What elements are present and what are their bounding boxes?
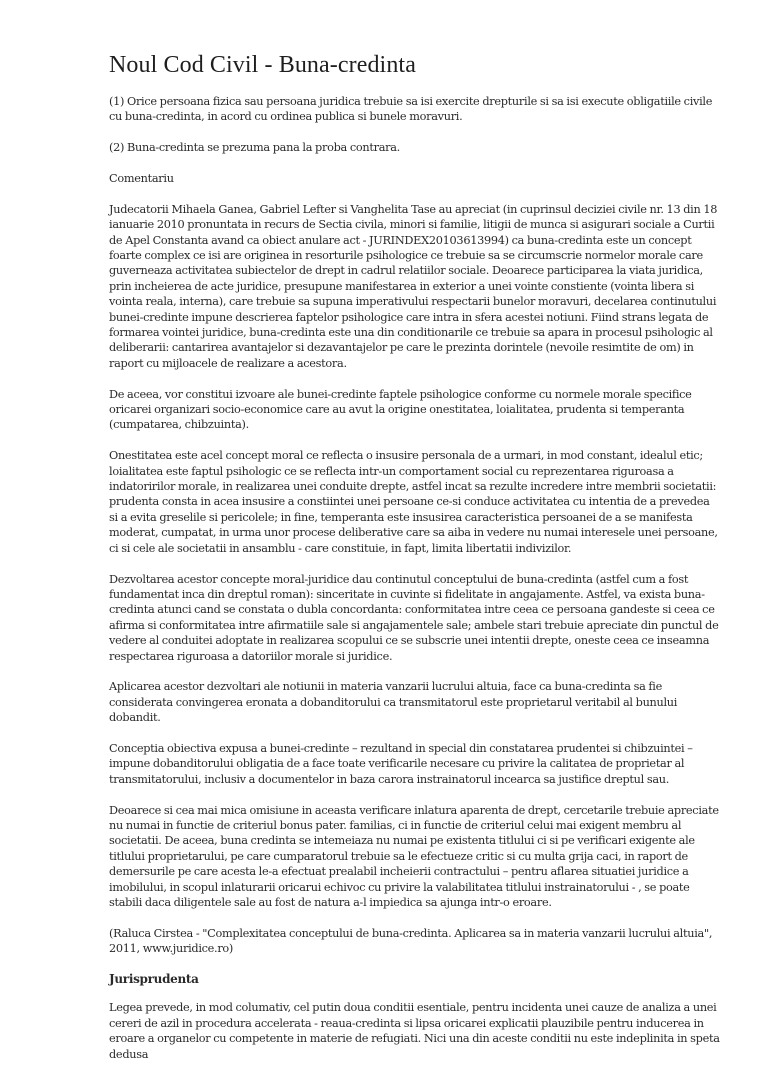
paragraph-court-opinion: Judecatorii Mihaela Ganea, Gabriel Lefter si Vanghelita Tase au apreciat (in cuprinsul deciziei civile nr. 13 din 18 ianuarie 2010 pronuntata in recurs de Sectia civila, minori si familie, litigii de munca si asigurari sociale a Curtii de Apel Constanta avand ca obiect anulare act - JURINDEX20103613994) ca buna-credinta este un concept foarte complex ce isi are originea in resorturile psihologice ce trebuie sa se circumscrie normelor morale care guverneaza activitatea subiectelor de drept in cadrul relatiilor sociale. Deoarece participarea la viata juridica, prin incheierea de acte juridice, presupune manifestarea in exterior a unei vointe constiente (vointa libera si vointa reala, interna), care trebuie sa supuna imperativului respectarii bunelor moravuri, decelarea continutului bunei-credinte impune descrierea faptelor psihologice care intra in sfera acestei notiuni. Fiind strans legata de formarea vointei juridice, buna-credinta este una din conditionarile ce trebuie sa apara in procesul psihologic al deliberarii: cantarirea avantajelor si dezavantajelor pe care le prezinta dorintele (nevoile resimtite de om) in raport cu mijloacele de realizare a acestora.	[109, 202, 718, 370]
paragraph-deoarece: Deoarece si cea mai mica omisiune in aceasta verificare inlatura aparenta de drept, cercetarile trebuie apreciate nu numai in functie de criteriul bonus pater. familias, ci in functie de criteriul celui mai exigent membru al societatii. De aceea, buna credinta se intemeiaza nu numai pe existenta titlului ci si pe verificari exigente ale titlului proprietarului, pe care cumparatorul trebuie sa le efectueze critic si cu multa grija caci, in raport de demersurile pe care acesta le-a efectuat prealabil incheierii contractului – pentru aflarea situatiei juridice a imobilului, in scopul inlaturarii oricarui echivoc cu privire la valabilitatea titlului instrainatorului - , se poate stabili daca diligentele sale au fost de natura a-l impiedica sa ajunga intr-o eroare.	[109, 803, 719, 909]
paragraph-jurisprudenta: Legea prevede, in mod columativ, cel putin doua conditii esentiale, pentru incidenta unei cauze de analiza a unei cereri de azil in procedura accelerata - reaua-credinta si lipsa oricarei explicatii plauzibile pentru inducerea in eroare a organelor cu competente in materie de refugiati. Nici una din aceste conditii nu este indeplinita in speta dedusa	[109, 1001, 720, 1061]
paragraph-onestitatea: Onestitatea este acel concept moral ce reflecta o insusire personala de a urmari, in mod constant, idealul etic; loialitatea este faptul psihologic ce se reflecta intr-un comportament social cu reprezentarea riguroasa a indatoririlor morale, in realizarea unei conduite drepte, astfel incat sa rezulte incredere intre membrii societatii: prudenta consta in acea insusire a constiintei unei persoane ce-si conduce activitatea cu intentia de a prevedea si a evita greselile si pericolele; in fine, temperanta este insusirea caracteristica persoanei de a se manifesta moderat, cumpatat, in urma unor procese deliberative care sa aiba in vedere nu numai interesele unei persoane, ci si cele ale societatii in ansamblu - care constituie, in fapt, limita libertatii indivizilor.	[109, 449, 718, 555]
paragraph-sources: De aceea, vor constitui izvoare ale bunei-credinte faptele psihologice conforme cu normele morale specifice oricarei organizari socio-economice care au avut la origine onestitatea, loialitatea, prudenta si temperanta (cumpatarea, chibzuinta).	[109, 387, 692, 432]
page-title: Noul Cod Civil - Buna-credinta	[109, 52, 416, 78]
paragraph-article-2: (2) Buna-credinta se prezuma pana la proba contrara.	[109, 141, 400, 155]
paragraph-comentariu-label: Comentariu	[109, 172, 174, 185]
document-page	[109, 52, 721, 1077]
paragraph-article-1: (1) Orice persoana fizica sau persoana juridica trebuie sa isi exercite drepturile si sa isi execute obligatiile civile cu buna-credinta, in acord cu ordinea publica si bunele moravuri.	[109, 95, 713, 124]
paragraph-citation: (Raluca Cirstea - "Complexitatea conceptului de buna-credinta. Aplicarea sa in materia vanzarii lucrului altuia", 2011, www.juridice.ro)	[109, 926, 713, 956]
paragraph-conceptia: Conceptia obiectiva expusa a bunei-credinte – rezultand in special din constatarea prudentei si chibzuintei – impune dobanditorului obligatia de a face toate verificarile necesare cu privire la calitatea de proprietar al transmitatorului, inclusiv a documentelor in baza carora instrainatorul incearca sa justifice dreptul sau.	[109, 741, 693, 786]
section-heading-jurisprudenta: Jurisprudenta	[109, 971, 199, 986]
paragraph-dezvoltarea: Dezvoltarea acestor concepte moral-juridice dau continutul conceptului de buna-credinta (astfel cum a fost fundamentat inca din dreptul roman): sinceritate in cuvinte si fidelitate in angajamente. Astfel, va exista buna-credinta atunci cand se constata o dubla concordanta: conformitatea intre ceea ce persoana gandeste si ceea ce afirma si conformitatea intre afirmatiile sale si angajamentele sale; ambele stari trebuie apreciate din punctul de vedere al conduitei adoptate in realizarea scopului ce se subscrie unei intentii drepte, oneste ceea ce inseamna respectarea riguroasa a datoriilor morale si juridice.	[109, 572, 719, 663]
paragraph-aplicarea: Aplicarea acestor dezvoltari ale notiunii in materia vanzarii lucrului altuia, face ca buna-credinta sa fie considerata convingerea eronata a dobanditorului ca transmitatorul este proprietarul veritabil al bunului dobandit.	[109, 680, 678, 725]
